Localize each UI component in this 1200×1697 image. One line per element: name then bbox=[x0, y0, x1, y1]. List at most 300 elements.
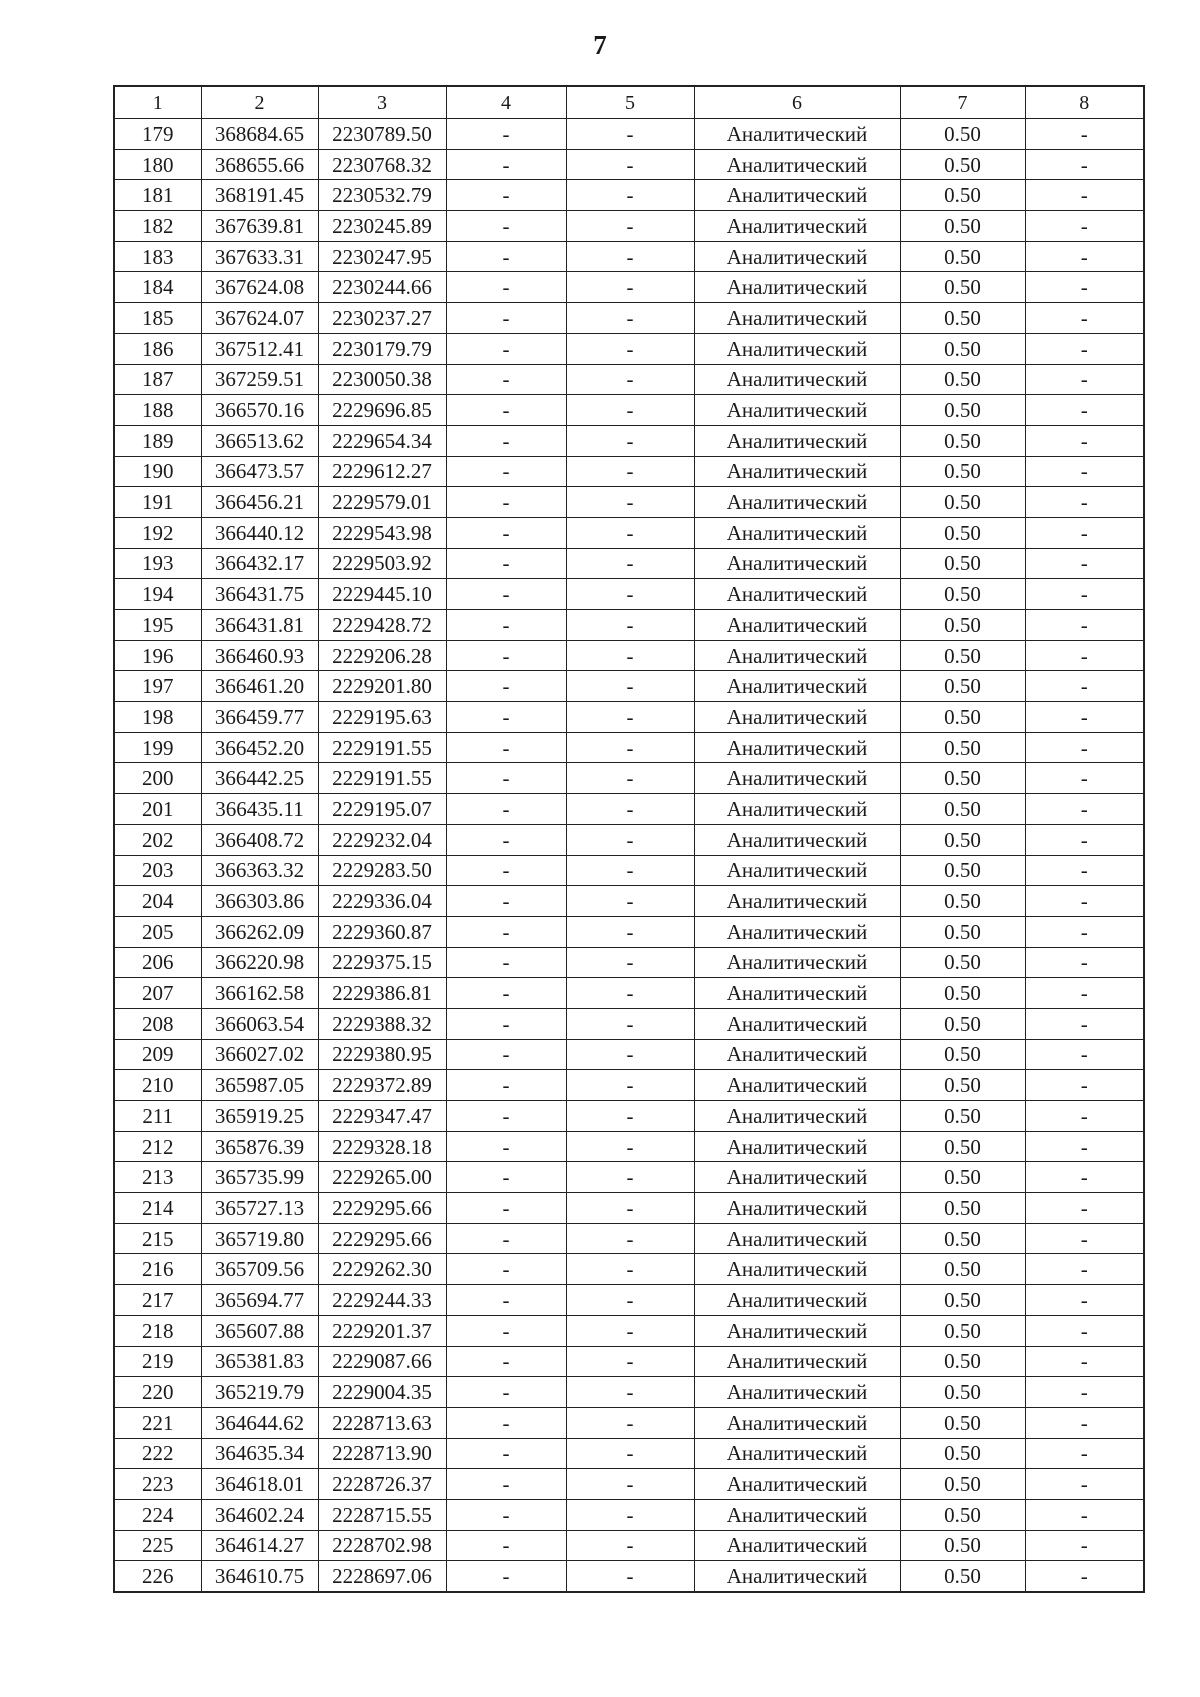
point-number-cell: 192 bbox=[114, 517, 201, 548]
point-number-cell: 203 bbox=[114, 855, 201, 886]
column-4-cell: - bbox=[446, 763, 566, 794]
accuracy-cell: 0.50 bbox=[900, 425, 1025, 456]
column-8-cell: - bbox=[1025, 1499, 1144, 1530]
x-coordinate-cell: 366063.54 bbox=[201, 1008, 318, 1039]
table-row bbox=[114, 671, 1144, 702]
x-coordinate-cell: 364618.01 bbox=[201, 1469, 318, 1500]
column-header-5: 5 bbox=[566, 86, 694, 119]
y-coordinate-cell: 2229579.01 bbox=[318, 487, 446, 518]
column-8-cell: - bbox=[1025, 517, 1144, 548]
column-5-cell: - bbox=[566, 272, 694, 303]
column-4-cell: - bbox=[446, 886, 566, 917]
method-cell: Аналитический bbox=[694, 149, 900, 180]
column-5-cell: - bbox=[566, 794, 694, 825]
column-5-cell: - bbox=[566, 1193, 694, 1224]
table-row bbox=[114, 610, 1144, 641]
y-coordinate-cell: 2229244.33 bbox=[318, 1285, 446, 1316]
column-header-8: 8 bbox=[1025, 86, 1144, 119]
x-coordinate-cell: 365735.99 bbox=[201, 1162, 318, 1193]
table-row bbox=[114, 241, 1144, 272]
column-8-cell: - bbox=[1025, 211, 1144, 242]
coordinates-table bbox=[113, 85, 1145, 1593]
accuracy-cell: 0.50 bbox=[900, 211, 1025, 242]
accuracy-cell: 0.50 bbox=[900, 1561, 1025, 1592]
y-coordinate-cell: 2230245.89 bbox=[318, 211, 446, 242]
accuracy-cell: 0.50 bbox=[900, 272, 1025, 303]
table-row bbox=[114, 333, 1144, 364]
y-coordinate-cell: 2229295.66 bbox=[318, 1223, 446, 1254]
column-4-cell: - bbox=[446, 119, 566, 150]
column-5-cell: - bbox=[566, 1315, 694, 1346]
column-5-cell: - bbox=[566, 211, 694, 242]
accuracy-cell: 0.50 bbox=[900, 1254, 1025, 1285]
method-cell: Аналитический bbox=[694, 364, 900, 395]
method-cell: Аналитический bbox=[694, 180, 900, 211]
column-4-cell: - bbox=[446, 487, 566, 518]
column-4-cell: - bbox=[446, 425, 566, 456]
column-5-cell: - bbox=[566, 1530, 694, 1561]
y-coordinate-cell: 2229283.50 bbox=[318, 855, 446, 886]
y-coordinate-cell: 2229654.34 bbox=[318, 425, 446, 456]
point-number-cell: 210 bbox=[114, 1070, 201, 1101]
y-coordinate-cell: 2229232.04 bbox=[318, 824, 446, 855]
point-number-cell: 218 bbox=[114, 1315, 201, 1346]
table-row bbox=[114, 548, 1144, 579]
column-5-cell: - bbox=[566, 1469, 694, 1500]
accuracy-cell: 0.50 bbox=[900, 395, 1025, 426]
y-coordinate-cell: 2229388.32 bbox=[318, 1008, 446, 1039]
column-4-cell: - bbox=[446, 947, 566, 978]
x-coordinate-cell: 366459.77 bbox=[201, 702, 318, 733]
x-coordinate-cell: 366570.16 bbox=[201, 395, 318, 426]
y-coordinate-cell: 2229612.27 bbox=[318, 456, 446, 487]
column-8-cell: - bbox=[1025, 855, 1144, 886]
column-header-6: 6 bbox=[694, 86, 900, 119]
point-number-cell: 185 bbox=[114, 303, 201, 334]
column-8-cell: - bbox=[1025, 763, 1144, 794]
column-4-cell: - bbox=[446, 149, 566, 180]
column-5-cell: - bbox=[566, 180, 694, 211]
point-number-cell: 200 bbox=[114, 763, 201, 794]
table-row bbox=[114, 1438, 1144, 1469]
point-number-cell: 206 bbox=[114, 947, 201, 978]
column-5-cell: - bbox=[566, 702, 694, 733]
point-number-cell: 189 bbox=[114, 425, 201, 456]
y-coordinate-cell: 2228713.90 bbox=[318, 1438, 446, 1469]
method-cell: Аналитический bbox=[694, 425, 900, 456]
point-number-cell: 219 bbox=[114, 1346, 201, 1377]
point-number-cell: 182 bbox=[114, 211, 201, 242]
y-coordinate-cell: 2229428.72 bbox=[318, 610, 446, 641]
method-cell: Аналитический bbox=[694, 610, 900, 641]
point-number-cell: 196 bbox=[114, 640, 201, 671]
column-8-cell: - bbox=[1025, 487, 1144, 518]
method-cell: Аналитический bbox=[694, 303, 900, 334]
column-5-cell: - bbox=[566, 1346, 694, 1377]
x-coordinate-cell: 365719.80 bbox=[201, 1223, 318, 1254]
table-row bbox=[114, 180, 1144, 211]
table-row bbox=[114, 487, 1144, 518]
table-row bbox=[114, 702, 1144, 733]
column-5-cell: - bbox=[566, 1377, 694, 1408]
accuracy-cell: 0.50 bbox=[900, 732, 1025, 763]
y-coordinate-cell: 2229380.95 bbox=[318, 1039, 446, 1070]
column-8-cell: - bbox=[1025, 794, 1144, 825]
method-cell: Аналитический bbox=[694, 272, 900, 303]
column-5-cell: - bbox=[566, 886, 694, 917]
column-8-cell: - bbox=[1025, 978, 1144, 1009]
accuracy-cell: 0.50 bbox=[900, 1223, 1025, 1254]
column-8-cell: - bbox=[1025, 364, 1144, 395]
column-5-cell: - bbox=[566, 333, 694, 364]
column-4-cell: - bbox=[446, 579, 566, 610]
y-coordinate-cell: 2229295.66 bbox=[318, 1193, 446, 1224]
point-number-cell: 212 bbox=[114, 1131, 201, 1162]
column-4-cell: - bbox=[446, 1162, 566, 1193]
y-coordinate-cell: 2229195.07 bbox=[318, 794, 446, 825]
point-number-cell: 226 bbox=[114, 1561, 201, 1592]
accuracy-cell: 0.50 bbox=[900, 1469, 1025, 1500]
column-4-cell: - bbox=[446, 1039, 566, 1070]
method-cell: Аналитический bbox=[694, 1346, 900, 1377]
point-number-cell: 197 bbox=[114, 671, 201, 702]
column-4-cell: - bbox=[446, 1346, 566, 1377]
x-coordinate-cell: 367259.51 bbox=[201, 364, 318, 395]
column-4-cell: - bbox=[446, 1070, 566, 1101]
column-4-cell: - bbox=[446, 272, 566, 303]
table-row bbox=[114, 794, 1144, 825]
accuracy-cell: 0.50 bbox=[900, 1101, 1025, 1132]
point-number-cell: 199 bbox=[114, 732, 201, 763]
column-8-cell: - bbox=[1025, 548, 1144, 579]
x-coordinate-cell: 366473.57 bbox=[201, 456, 318, 487]
accuracy-cell: 0.50 bbox=[900, 1162, 1025, 1193]
table-row bbox=[114, 272, 1144, 303]
method-cell: Аналитический bbox=[694, 1039, 900, 1070]
x-coordinate-cell: 364644.62 bbox=[201, 1407, 318, 1438]
column-8-cell: - bbox=[1025, 1223, 1144, 1254]
point-number-cell: 195 bbox=[114, 610, 201, 641]
column-4-cell: - bbox=[446, 548, 566, 579]
column-4-cell: - bbox=[446, 1315, 566, 1346]
column-5-cell: - bbox=[566, 610, 694, 641]
accuracy-cell: 0.50 bbox=[900, 364, 1025, 395]
x-coordinate-cell: 366027.02 bbox=[201, 1039, 318, 1070]
table-row bbox=[114, 1039, 1144, 1070]
x-coordinate-cell: 368191.45 bbox=[201, 180, 318, 211]
column-4-cell: - bbox=[446, 333, 566, 364]
y-coordinate-cell: 2229372.89 bbox=[318, 1070, 446, 1101]
method-cell: Аналитический bbox=[694, 1438, 900, 1469]
column-4-cell: - bbox=[446, 1561, 566, 1592]
method-cell: Аналитический bbox=[694, 1223, 900, 1254]
column-8-cell: - bbox=[1025, 1008, 1144, 1039]
method-cell: Аналитический bbox=[694, 487, 900, 518]
accuracy-cell: 0.50 bbox=[900, 303, 1025, 334]
point-number-cell: 202 bbox=[114, 824, 201, 855]
table-row bbox=[114, 1193, 1144, 1224]
column-4-cell: - bbox=[446, 702, 566, 733]
point-number-cell: 208 bbox=[114, 1008, 201, 1039]
column-8-cell: - bbox=[1025, 1101, 1144, 1132]
accuracy-cell: 0.50 bbox=[900, 916, 1025, 947]
column-8-cell: - bbox=[1025, 1438, 1144, 1469]
column-5-cell: - bbox=[566, 517, 694, 548]
x-coordinate-cell: 367624.07 bbox=[201, 303, 318, 334]
table-row bbox=[114, 1223, 1144, 1254]
column-5-cell: - bbox=[566, 456, 694, 487]
table-row bbox=[114, 1469, 1144, 1500]
accuracy-cell: 0.50 bbox=[900, 548, 1025, 579]
y-coordinate-cell: 2229336.04 bbox=[318, 886, 446, 917]
table-row bbox=[114, 1285, 1144, 1316]
column-8-cell: - bbox=[1025, 241, 1144, 272]
accuracy-cell: 0.50 bbox=[900, 978, 1025, 1009]
x-coordinate-cell: 366452.20 bbox=[201, 732, 318, 763]
x-coordinate-cell: 365876.39 bbox=[201, 1131, 318, 1162]
column-4-cell: - bbox=[446, 517, 566, 548]
column-8-cell: - bbox=[1025, 180, 1144, 211]
table-row bbox=[114, 1162, 1144, 1193]
y-coordinate-cell: 2229191.55 bbox=[318, 763, 446, 794]
column-5-cell: - bbox=[566, 640, 694, 671]
column-header-3: 3 bbox=[318, 86, 446, 119]
table-row bbox=[114, 855, 1144, 886]
x-coordinate-cell: 366408.72 bbox=[201, 824, 318, 855]
table-row bbox=[114, 947, 1144, 978]
accuracy-cell: 0.50 bbox=[900, 610, 1025, 641]
column-8-cell: - bbox=[1025, 1377, 1144, 1408]
method-cell: Аналитический bbox=[694, 916, 900, 947]
column-4-cell: - bbox=[446, 916, 566, 947]
column-header-1: 1 bbox=[114, 86, 201, 119]
x-coordinate-cell: 366435.11 bbox=[201, 794, 318, 825]
method-cell: Аналитический bbox=[694, 1131, 900, 1162]
column-4-cell: - bbox=[446, 794, 566, 825]
column-4-cell: - bbox=[446, 303, 566, 334]
x-coordinate-cell: 364610.75 bbox=[201, 1561, 318, 1592]
method-cell: Аналитический bbox=[694, 119, 900, 150]
point-number-cell: 217 bbox=[114, 1285, 201, 1316]
y-coordinate-cell: 2230768.32 bbox=[318, 149, 446, 180]
column-5-cell: - bbox=[566, 1223, 694, 1254]
y-coordinate-cell: 2229328.18 bbox=[318, 1131, 446, 1162]
method-cell: Аналитический bbox=[694, 1315, 900, 1346]
table-row bbox=[114, 303, 1144, 334]
x-coordinate-cell: 365607.88 bbox=[201, 1315, 318, 1346]
accuracy-cell: 0.50 bbox=[900, 702, 1025, 733]
method-cell: Аналитический bbox=[694, 517, 900, 548]
accuracy-cell: 0.50 bbox=[900, 947, 1025, 978]
point-number-cell: 191 bbox=[114, 487, 201, 518]
method-cell: Аналитический bbox=[694, 1008, 900, 1039]
column-5-cell: - bbox=[566, 763, 694, 794]
point-number-cell: 220 bbox=[114, 1377, 201, 1408]
point-number-cell: 207 bbox=[114, 978, 201, 1009]
y-coordinate-cell: 2229347.47 bbox=[318, 1101, 446, 1132]
table-row bbox=[114, 579, 1144, 610]
method-cell: Аналитический bbox=[694, 241, 900, 272]
column-8-cell: - bbox=[1025, 1162, 1144, 1193]
column-8-cell: - bbox=[1025, 732, 1144, 763]
accuracy-cell: 0.50 bbox=[900, 1407, 1025, 1438]
point-number-cell: 181 bbox=[114, 180, 201, 211]
point-number-cell: 221 bbox=[114, 1407, 201, 1438]
accuracy-cell: 0.50 bbox=[900, 1070, 1025, 1101]
table-row bbox=[114, 364, 1144, 395]
accuracy-cell: 0.50 bbox=[900, 579, 1025, 610]
accuracy-cell: 0.50 bbox=[900, 1346, 1025, 1377]
y-coordinate-cell: 2229445.10 bbox=[318, 579, 446, 610]
column-5-cell: - bbox=[566, 487, 694, 518]
method-cell: Аналитический bbox=[694, 211, 900, 242]
method-cell: Аналитический bbox=[694, 763, 900, 794]
method-cell: Аналитический bbox=[694, 1561, 900, 1592]
accuracy-cell: 0.50 bbox=[900, 1499, 1025, 1530]
table-row bbox=[114, 211, 1144, 242]
column-8-cell: - bbox=[1025, 1346, 1144, 1377]
method-cell: Аналитический bbox=[694, 671, 900, 702]
method-cell: Аналитический bbox=[694, 1101, 900, 1132]
column-8-cell: - bbox=[1025, 303, 1144, 334]
y-coordinate-cell: 2229004.35 bbox=[318, 1377, 446, 1408]
x-coordinate-cell: 366432.17 bbox=[201, 548, 318, 579]
column-5-cell: - bbox=[566, 1162, 694, 1193]
column-8-cell: - bbox=[1025, 1070, 1144, 1101]
table-row bbox=[114, 119, 1144, 150]
table-row bbox=[114, 1101, 1144, 1132]
x-coordinate-cell: 366456.21 bbox=[201, 487, 318, 518]
column-5-cell: - bbox=[566, 395, 694, 426]
method-cell: Аналитический bbox=[694, 1407, 900, 1438]
x-coordinate-cell: 366220.98 bbox=[201, 947, 318, 978]
method-cell: Аналитический bbox=[694, 1193, 900, 1224]
column-5-cell: - bbox=[566, 1561, 694, 1592]
column-8-cell: - bbox=[1025, 671, 1144, 702]
column-5-cell: - bbox=[566, 732, 694, 763]
x-coordinate-cell: 368655.66 bbox=[201, 149, 318, 180]
point-number-cell: 214 bbox=[114, 1193, 201, 1224]
column-4-cell: - bbox=[446, 1223, 566, 1254]
point-number-cell: 187 bbox=[114, 364, 201, 395]
column-4-cell: - bbox=[446, 241, 566, 272]
method-cell: Аналитический bbox=[694, 1254, 900, 1285]
point-number-cell: 225 bbox=[114, 1530, 201, 1561]
column-4-cell: - bbox=[446, 671, 566, 702]
point-number-cell: 180 bbox=[114, 149, 201, 180]
column-4-cell: - bbox=[446, 824, 566, 855]
accuracy-cell: 0.50 bbox=[900, 1377, 1025, 1408]
table-row bbox=[114, 886, 1144, 917]
table-header-row bbox=[114, 86, 1144, 119]
point-number-cell: 209 bbox=[114, 1039, 201, 1070]
point-number-cell: 205 bbox=[114, 916, 201, 947]
table-row bbox=[114, 732, 1144, 763]
column-8-cell: - bbox=[1025, 149, 1144, 180]
point-number-cell: 224 bbox=[114, 1499, 201, 1530]
column-5-cell: - bbox=[566, 824, 694, 855]
column-5-cell: - bbox=[566, 303, 694, 334]
point-number-cell: 179 bbox=[114, 119, 201, 150]
column-header-2: 2 bbox=[201, 86, 318, 119]
table-row bbox=[114, 149, 1144, 180]
accuracy-cell: 0.50 bbox=[900, 149, 1025, 180]
column-4-cell: - bbox=[446, 640, 566, 671]
point-number-cell: 215 bbox=[114, 1223, 201, 1254]
column-8-cell: - bbox=[1025, 272, 1144, 303]
column-5-cell: - bbox=[566, 1070, 694, 1101]
method-cell: Аналитический bbox=[694, 456, 900, 487]
method-cell: Аналитический bbox=[694, 548, 900, 579]
method-cell: Аналитический bbox=[694, 702, 900, 733]
y-coordinate-cell: 2229375.15 bbox=[318, 947, 446, 978]
y-coordinate-cell: 2229360.87 bbox=[318, 916, 446, 947]
x-coordinate-cell: 366461.20 bbox=[201, 671, 318, 702]
table-row bbox=[114, 1008, 1144, 1039]
point-number-cell: 213 bbox=[114, 1162, 201, 1193]
column-8-cell: - bbox=[1025, 579, 1144, 610]
column-5-cell: - bbox=[566, 978, 694, 1009]
method-cell: Аналитический bbox=[694, 1377, 900, 1408]
point-number-cell: 193 bbox=[114, 548, 201, 579]
column-8-cell: - bbox=[1025, 1530, 1144, 1561]
column-4-cell: - bbox=[446, 1131, 566, 1162]
column-8-cell: - bbox=[1025, 1285, 1144, 1316]
method-cell: Аналитический bbox=[694, 1530, 900, 1561]
y-coordinate-cell: 2229543.98 bbox=[318, 517, 446, 548]
accuracy-cell: 0.50 bbox=[900, 886, 1025, 917]
x-coordinate-cell: 366303.86 bbox=[201, 886, 318, 917]
x-coordinate-cell: 366431.81 bbox=[201, 610, 318, 641]
y-coordinate-cell: 2230237.27 bbox=[318, 303, 446, 334]
column-5-cell: - bbox=[566, 579, 694, 610]
method-cell: Аналитический bbox=[694, 1469, 900, 1500]
accuracy-cell: 0.50 bbox=[900, 119, 1025, 150]
x-coordinate-cell: 368684.65 bbox=[201, 119, 318, 150]
accuracy-cell: 0.50 bbox=[900, 333, 1025, 364]
x-coordinate-cell: 366262.09 bbox=[201, 916, 318, 947]
y-coordinate-cell: 2229206.28 bbox=[318, 640, 446, 671]
column-4-cell: - bbox=[446, 1530, 566, 1561]
column-5-cell: - bbox=[566, 671, 694, 702]
x-coordinate-cell: 367639.81 bbox=[201, 211, 318, 242]
column-4-cell: - bbox=[446, 1407, 566, 1438]
column-4-cell: - bbox=[446, 1101, 566, 1132]
method-cell: Аналитический bbox=[694, 732, 900, 763]
column-4-cell: - bbox=[446, 1499, 566, 1530]
y-coordinate-cell: 2230532.79 bbox=[318, 180, 446, 211]
y-coordinate-cell: 2229265.00 bbox=[318, 1162, 446, 1193]
point-number-cell: 194 bbox=[114, 579, 201, 610]
x-coordinate-cell: 364635.34 bbox=[201, 1438, 318, 1469]
column-8-cell: - bbox=[1025, 824, 1144, 855]
y-coordinate-cell: 2229696.85 bbox=[318, 395, 446, 426]
table-row bbox=[114, 1561, 1144, 1592]
column-5-cell: - bbox=[566, 364, 694, 395]
y-coordinate-cell: 2228726.37 bbox=[318, 1469, 446, 1500]
x-coordinate-cell: 366513.62 bbox=[201, 425, 318, 456]
point-number-cell: 186 bbox=[114, 333, 201, 364]
column-4-cell: - bbox=[446, 395, 566, 426]
column-5-cell: - bbox=[566, 1285, 694, 1316]
accuracy-cell: 0.50 bbox=[900, 1285, 1025, 1316]
column-8-cell: - bbox=[1025, 425, 1144, 456]
x-coordinate-cell: 366440.12 bbox=[201, 517, 318, 548]
column-8-cell: - bbox=[1025, 456, 1144, 487]
column-8-cell: - bbox=[1025, 1193, 1144, 1224]
y-coordinate-cell: 2228713.63 bbox=[318, 1407, 446, 1438]
column-8-cell: - bbox=[1025, 947, 1144, 978]
